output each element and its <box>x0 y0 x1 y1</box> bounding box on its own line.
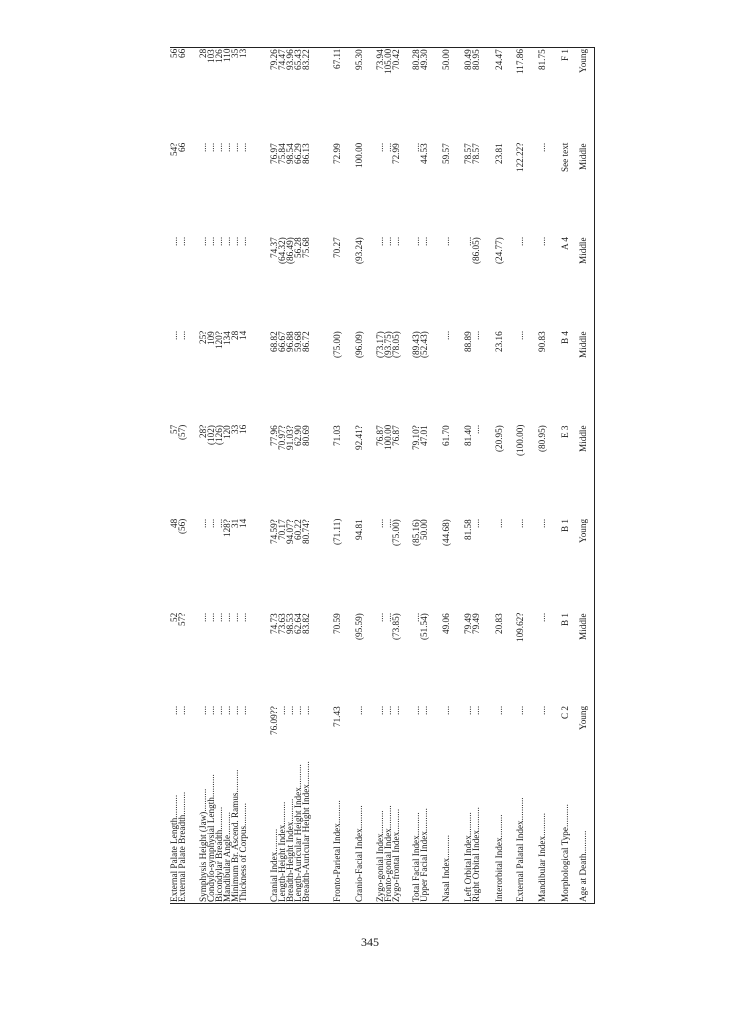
table-cell: 62.90 <box>293 425 303 446</box>
table-cell: Middle <box>578 613 588 640</box>
table-cell: Middle <box>578 237 588 264</box>
table-cell: .... <box>214 613 224 623</box>
table-cell: 59.57 <box>441 143 451 164</box>
table-cell: .... <box>515 706 525 716</box>
table-cell: .... <box>494 519 504 529</box>
table-cell: .... <box>198 519 208 529</box>
table-cell: 70.42 <box>391 49 401 70</box>
table-cell: .... <box>177 706 187 716</box>
table-cell: 70.27 <box>332 237 342 258</box>
table-cell: 94.07? <box>285 519 295 544</box>
table-cell: .... <box>383 237 393 247</box>
row-label: Total Facial Index.......... <box>411 812 421 902</box>
table-cell: 86.13 <box>301 143 311 164</box>
table-cell: 47.01 <box>419 425 429 446</box>
table-cell: 79.49 <box>471 613 481 634</box>
table-cell: 50.00 <box>419 519 429 540</box>
table-cell: 49.06 <box>441 613 451 634</box>
table-cell: 120? <box>214 331 224 349</box>
table-cell: Young <box>578 49 588 74</box>
table-cell: 70.97? <box>277 425 287 450</box>
row-label: Mandibular Index.......... <box>537 812 547 902</box>
table-cell: .... <box>238 143 248 153</box>
table-cell: 60.22 <box>293 519 303 540</box>
table-cell: .... <box>375 519 385 529</box>
table-cell: (24.77) <box>494 237 504 264</box>
table-cell: .... <box>375 143 385 153</box>
table-cell: 28 <box>230 331 240 341</box>
table-cell: (96.09) <box>354 331 364 358</box>
table-cell: Middle <box>578 331 588 358</box>
table-cell: .... <box>515 237 525 247</box>
table-cell: .... <box>177 237 187 247</box>
table-cell: .... <box>537 143 547 153</box>
table-cell: .... <box>214 519 224 529</box>
table-cell: 57 <box>169 425 179 435</box>
table-cell: .... <box>411 613 421 623</box>
table-cell: .... <box>441 706 451 716</box>
table-cell: 128? <box>222 519 232 537</box>
table-cell: (95.59) <box>354 613 364 640</box>
table-cell: .... <box>238 237 248 247</box>
table-cell: (75.00) <box>332 331 342 358</box>
table-cell: .... <box>206 237 216 247</box>
table-cell: Middle <box>578 143 588 170</box>
table-right-rule <box>594 47 595 904</box>
row-label: External Palate Length.......... <box>169 794 179 902</box>
table-cell: .... <box>206 143 216 153</box>
table-cell: 94.81 <box>354 519 364 540</box>
table-cell: (78.05) <box>391 331 401 358</box>
table-cell: .... <box>214 706 224 716</box>
table-cell: 83.82 <box>301 613 311 634</box>
table-cell: 49.30 <box>419 49 429 70</box>
table-cell: 80.49 <box>463 49 473 70</box>
table-cell: 126 <box>214 49 224 63</box>
table-cell: .... <box>383 519 393 529</box>
table-cell: 25? <box>198 331 208 345</box>
table-cell: .... <box>463 706 473 716</box>
table-cell: 71.43 <box>332 706 342 727</box>
table-cell: (80.95) <box>537 425 547 452</box>
table-cell: 74.47 <box>277 49 287 70</box>
table-cell: 109.62? <box>515 613 525 643</box>
table-cell: .... <box>177 331 187 341</box>
table-cell: (93.24) <box>354 237 364 264</box>
table-cell: 90.83 <box>537 331 547 352</box>
table-cell: (52.43) <box>419 331 429 358</box>
table-cell: 91.03? <box>285 425 295 450</box>
table-cell: Middle <box>578 425 588 452</box>
table-cell: 95.30 <box>354 49 364 70</box>
table-cell: Young <box>578 519 588 544</box>
table-cell: (64.32) <box>277 237 287 264</box>
table-cell: .... <box>238 613 248 623</box>
row-label: Symphysis Height (Jaw).......... <box>198 788 208 902</box>
table-cell: .... <box>441 331 451 341</box>
table-cell: 66.67 <box>277 331 287 352</box>
table-cell: 73.63 <box>277 613 287 634</box>
table-cell: 76.09?? <box>269 706 279 735</box>
row-label: Fronto-Parietal Index.......... <box>332 800 342 902</box>
table-cell: 83.22 <box>301 49 311 70</box>
table-cell: .... <box>206 519 216 529</box>
row-label: Right Orbital Index.......... <box>471 807 481 902</box>
table-cell: 79.26 <box>269 49 279 70</box>
table-cell: 57? <box>177 613 187 627</box>
table-cell: 59.68 <box>293 331 303 352</box>
table-cell: .... <box>206 613 216 623</box>
table-cell: 52 <box>169 613 179 623</box>
table-cell: 70.17 <box>277 519 287 540</box>
table-cell: 73.94 <box>375 49 385 70</box>
table-cell: 105.00 <box>383 49 393 75</box>
table-cell: .... <box>293 706 303 716</box>
table-cell: 66.29 <box>293 143 303 164</box>
table-cell: .... <box>411 237 421 247</box>
page-number: 345 <box>361 935 379 949</box>
table-cell: .... <box>419 237 429 247</box>
table-cell: B 1 <box>560 613 570 627</box>
table-cell: 16 <box>238 425 248 435</box>
table-cell: 74.37 <box>269 237 279 258</box>
row-label: External Palate Breadth.......... <box>177 791 187 902</box>
table-cell: (73.85) <box>391 613 401 640</box>
table-cell: 66 <box>177 49 187 59</box>
table-cell: .... <box>214 237 224 247</box>
table-cell: (57) <box>177 425 187 441</box>
table-cell: .... <box>354 706 364 716</box>
row-label: Length-Height Index.......... <box>277 801 287 902</box>
table-cell: .... <box>411 143 421 153</box>
table-cell: 35 <box>230 49 240 59</box>
table-cell: 100.00 <box>354 143 364 169</box>
table-cell: .... <box>383 706 393 716</box>
table-cell: 54? <box>169 143 179 157</box>
table-cell: .... <box>494 706 504 716</box>
row-label: Zygo-frontal Index.......... <box>391 808 401 902</box>
table-cell: 76.87 <box>391 425 401 446</box>
table-cell: (102) <box>206 425 216 445</box>
table-cell: .... <box>391 706 401 716</box>
table-cell: .... <box>471 706 481 716</box>
table-cell: .... <box>230 613 240 623</box>
table-cell: 80.28 <box>411 49 421 70</box>
table-cell: 68.82 <box>269 331 279 352</box>
table-cell: 76.87 <box>375 425 385 446</box>
table-cell: .... <box>383 613 393 623</box>
table-cell: 14 <box>238 519 248 529</box>
table-cell: 75.84 <box>277 143 287 164</box>
table-cell: 120 <box>222 425 232 439</box>
table-cell: 79.49 <box>463 613 473 634</box>
table-cell: .... <box>222 237 232 247</box>
table-cell: .... <box>230 706 240 716</box>
row-label: Cranial Index.......... <box>269 828 279 902</box>
table-cell: .... <box>198 706 208 716</box>
table-cell: 13 <box>238 49 248 59</box>
table-cell: .... <box>277 706 287 716</box>
table-cell: (75.00) <box>391 519 401 546</box>
table-cell: .... <box>471 331 481 341</box>
row-label: Cranio-Facial Index.......... <box>354 805 364 902</box>
table-cell: 79.10? <box>411 425 421 450</box>
row-label: Fronto-gonial Index.......... <box>383 805 393 902</box>
table-cell: 24.47 <box>494 49 504 70</box>
table-cell: E 3 <box>560 425 570 438</box>
table-cell: .... <box>285 706 295 716</box>
row-label: Bicondylar Breadth.......... <box>214 806 224 902</box>
table-cell: 65.43 <box>293 49 303 70</box>
table-cell: .... <box>471 519 481 529</box>
table-cell: 71.03 <box>332 425 342 446</box>
table-cell: 67.11 <box>332 49 342 70</box>
table-cell: .... <box>206 706 216 716</box>
table-cell: .... <box>441 237 451 247</box>
table-cell: 98.53 <box>285 613 295 634</box>
table-cell: 75.68 <box>301 237 311 258</box>
row-label: Zygo-gonial Index.......... <box>375 810 385 902</box>
row-label: Breadth-Auricular Height Index.......... <box>301 761 311 902</box>
table-cell: (86.49) <box>285 237 295 264</box>
table-cell: (56) <box>177 519 187 535</box>
table-cell: (71.11) <box>332 519 342 546</box>
table-cell: (73.17) <box>375 331 385 358</box>
table-cell: 31 <box>230 519 240 529</box>
table-cell: .... <box>222 613 232 623</box>
table-cell: .... <box>537 706 547 716</box>
table-cell: 78.57 <box>463 143 473 164</box>
table-top-rule <box>170 47 595 48</box>
table-cell: .... <box>471 425 481 435</box>
table-cell: 93.96 <box>285 49 295 70</box>
table-cell: 44.53 <box>419 143 429 164</box>
table-cell: .... <box>198 237 208 247</box>
table-cell: 117.86 <box>515 49 525 74</box>
row-label: Mandibular Angle.......... <box>222 811 232 902</box>
table-cell: 56 <box>169 49 179 59</box>
table-cell: 66 <box>177 143 187 153</box>
table-cell: .... <box>214 143 224 153</box>
table-cell: 88.89 <box>463 331 473 352</box>
table-cell: .... <box>375 237 385 247</box>
table-cell: .... <box>169 237 179 247</box>
table-cell: .... <box>515 331 525 341</box>
table-cell: .... <box>301 706 311 716</box>
table-cell: .... <box>169 331 179 341</box>
table-cell: 80.95 <box>471 49 481 70</box>
table-cell: .... <box>198 613 208 623</box>
table-cell: 61.70 <box>441 425 451 446</box>
table-cell: .... <box>411 706 421 716</box>
table-cell: (89.43) <box>411 331 421 358</box>
table-cell: 122.22? <box>515 143 525 173</box>
table-cell: .... <box>198 143 208 153</box>
table-cell: 109 <box>206 331 216 345</box>
table-cell: 72.99 <box>332 143 342 164</box>
table-cell: 48 <box>169 519 179 529</box>
table-cell: 86.72 <box>301 331 311 352</box>
table-cell: See text <box>560 143 570 173</box>
table-cell: 81.58 <box>463 519 473 540</box>
table-cell: C 2 <box>560 706 570 720</box>
table-cell: .... <box>515 519 525 529</box>
row-label: Age at Death.......... <box>578 830 588 902</box>
table-cell: .... <box>230 143 240 153</box>
table-cell: (86.05) <box>471 237 481 264</box>
table-cell: 56.28 <box>293 237 303 258</box>
table-cell: 74.73 <box>269 613 279 634</box>
table-cell: .... <box>537 519 547 529</box>
table-cell: .... <box>537 613 547 623</box>
row-label: Upper Facial Index.......... <box>419 808 429 902</box>
table-cell: 23.81 <box>494 143 504 164</box>
table-cell: .... <box>375 613 385 623</box>
table-cell: A 4 <box>560 237 570 251</box>
table-cell: (93.75) <box>383 331 393 358</box>
table-cell: F 1 <box>560 49 570 62</box>
table-cell: 33 <box>230 425 240 435</box>
row-label: Thickness of Corpus.......... <box>238 802 248 902</box>
table-cell: 28 <box>198 49 208 59</box>
table-cell: 50.00 <box>441 49 451 70</box>
table-cell: (20.95) <box>494 425 504 452</box>
table-cell: .... <box>375 706 385 716</box>
table-cell: .... <box>222 143 232 153</box>
table-cell: 80.69 <box>301 425 311 446</box>
table-cell: 72.99 <box>391 143 401 164</box>
table-cell: (100.00) <box>515 425 525 457</box>
table-cell: 81.40 <box>463 425 473 446</box>
table-cell: 23.16 <box>494 331 504 352</box>
row-label: Left Orbital Index.......... <box>463 812 473 902</box>
table-cell: B 1 <box>560 519 570 533</box>
table-cell: 81.75 <box>537 49 547 70</box>
table-cell: 100.00 <box>383 425 393 451</box>
table-cell: 20.83 <box>494 613 504 634</box>
table-cell: .... <box>537 237 547 247</box>
table-cell: 76.97 <box>269 143 279 164</box>
table-cell: 110 <box>222 49 232 63</box>
row-label: Condylo-symphysial Length.......... <box>206 774 216 902</box>
table-cell: .... <box>230 237 240 247</box>
table-cell: 74.59? <box>269 519 279 544</box>
row-label: Nasal Index.......... <box>441 834 451 902</box>
table-cell: 28? <box>198 425 208 439</box>
table-cell: 134 <box>222 331 232 345</box>
table-cell: .... <box>463 237 473 247</box>
table-cell: .... <box>169 706 179 716</box>
table-cell: 92.41? <box>354 425 364 450</box>
table-cell: .... <box>383 143 393 153</box>
table-bottom-rule <box>170 903 595 904</box>
table-cell: .... <box>419 706 429 716</box>
table-cell: B 4 <box>560 331 570 345</box>
table-cell: 103 <box>206 49 216 63</box>
table-cell: .... <box>238 706 248 716</box>
table-cell: 62.64 <box>293 613 303 634</box>
table-cell: Young <box>578 706 588 731</box>
table-cell: 96.88 <box>285 331 295 352</box>
row-label: Morphological Type.......... <box>560 804 570 902</box>
table-cell: (126) <box>214 425 224 445</box>
table-cell: 80.74? <box>301 519 311 544</box>
row-label: Minimum Br. Ascend. Ramus.......... <box>230 769 240 902</box>
table-cell: (51.54) <box>419 613 429 640</box>
row-label: External Palatal Index.......... <box>515 797 525 902</box>
table-cell: .... <box>222 706 232 716</box>
table-cell: 14 <box>238 331 248 341</box>
table-cell: 98.54 <box>285 143 295 164</box>
table-cell: 70.59 <box>332 613 342 634</box>
table-cell: (44.68) <box>441 519 451 546</box>
row-label: Breadth-Height Index.......... <box>285 798 295 902</box>
table-cell: 77.96 <box>269 425 279 446</box>
table-cell: 78.57 <box>471 143 481 164</box>
table-cell: (85.16) <box>411 519 421 546</box>
table-cell: .... <box>391 237 401 247</box>
row-label: Length-Auricular Height Index.......... <box>293 764 303 902</box>
row-label: Interorbital Index.......... <box>494 814 504 902</box>
